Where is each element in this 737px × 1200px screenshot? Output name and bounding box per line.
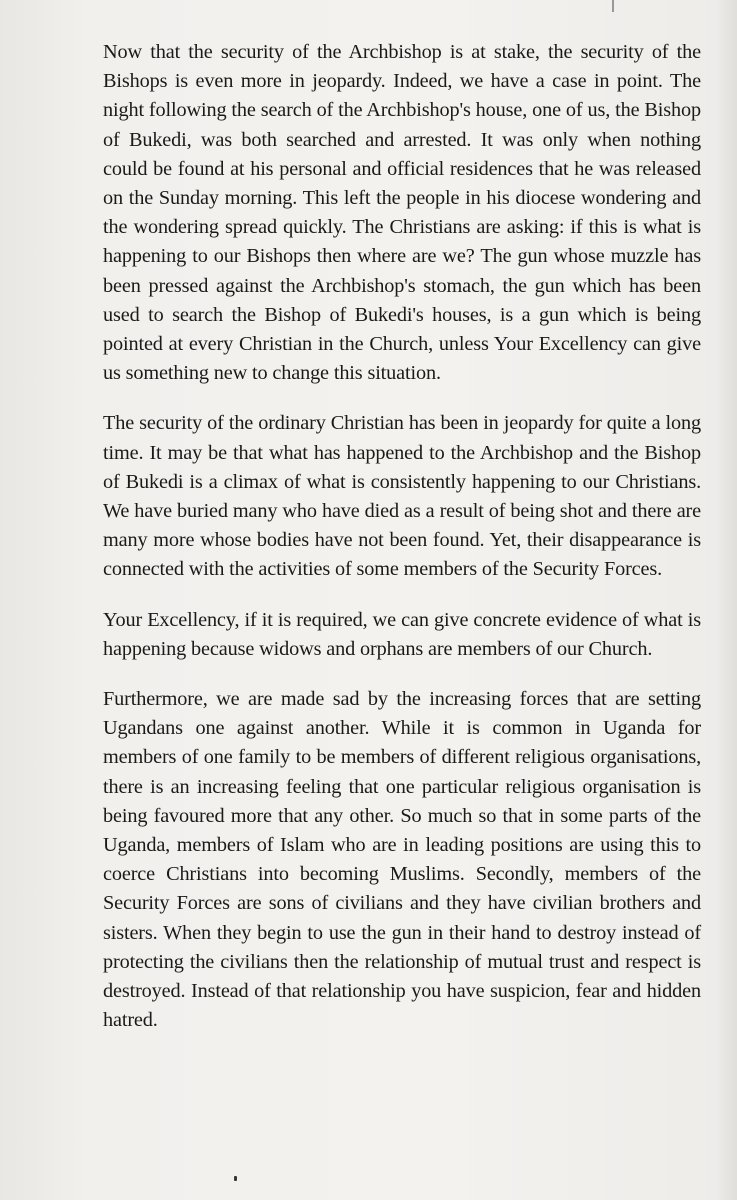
paragraph-religious-division: Furthermore, we are made sad by the increasing forces that are setting Ugandans one against another. While it is common in Uganda for members of one family to be members of different religious organisations, there is an increasing feeling that one particular religious organisation is being favoured more that any other. So much so that in some parts of the Uganda, members of Islam who are in leading positions are using this to coerce Christians into becoming Muslims. Secondly, members of the Security Forces are sons of civilians and they have civilian brothers and sisters. When they begin to use the gun in their hand to destroy instead of protecting the civilians then the relationship of mutual trust and respect is destroyed. Instead of that relationship you have suspicion, fear and hidden hatred. xyxy=(103,688,701,1032)
paragraph-christian-security: The security of the ordinary Christian has been in jeopardy for quite a long time. It may be that what has happened to the Archbishop and the Bishop of Bukedi is a climax of what is consistently happening to our Christians. We have buried many who have died as a result of being shot and there are many more whose bodies have not been found. Yet, their disappearance is connected with the activities of some members of the Security Forces. xyxy=(103,412,701,581)
paragraph-evidence: Your Excellency, if it is required, we can give concrete evidence of what is happening because widows and orphans are members of our Church. xyxy=(103,608,701,660)
ink-speck xyxy=(234,1176,237,1181)
page-edge-mark xyxy=(612,0,614,12)
paragraph-bishops-security: Now that the security of the Archbishop is at stake, the security of the Bishops is even more in jeopardy. Indeed, we have a case in point. The night following the search of the Archbishop's house, one of us, the Bishop of Bukedi, was both searched and arrested. It was only when nothing could be found at his personal and official residences that he was released on the Sunday morning. This left the people in his diocese wondering and the wondering spread quickly. The Christians are asking: if this is what is happening to our Bishops then where are we? The gun whose muzzle has been pressed against the Archbishop's stomach, the gun which has been used to search the Bishop of Bukedi's houses, is a gun which is being pointed at every Christian in the Church, unless Your Excellency can give us something new to change this situation. xyxy=(103,41,701,385)
page-gutter-shadow xyxy=(715,0,737,1200)
body-text xyxy=(103,38,701,1036)
